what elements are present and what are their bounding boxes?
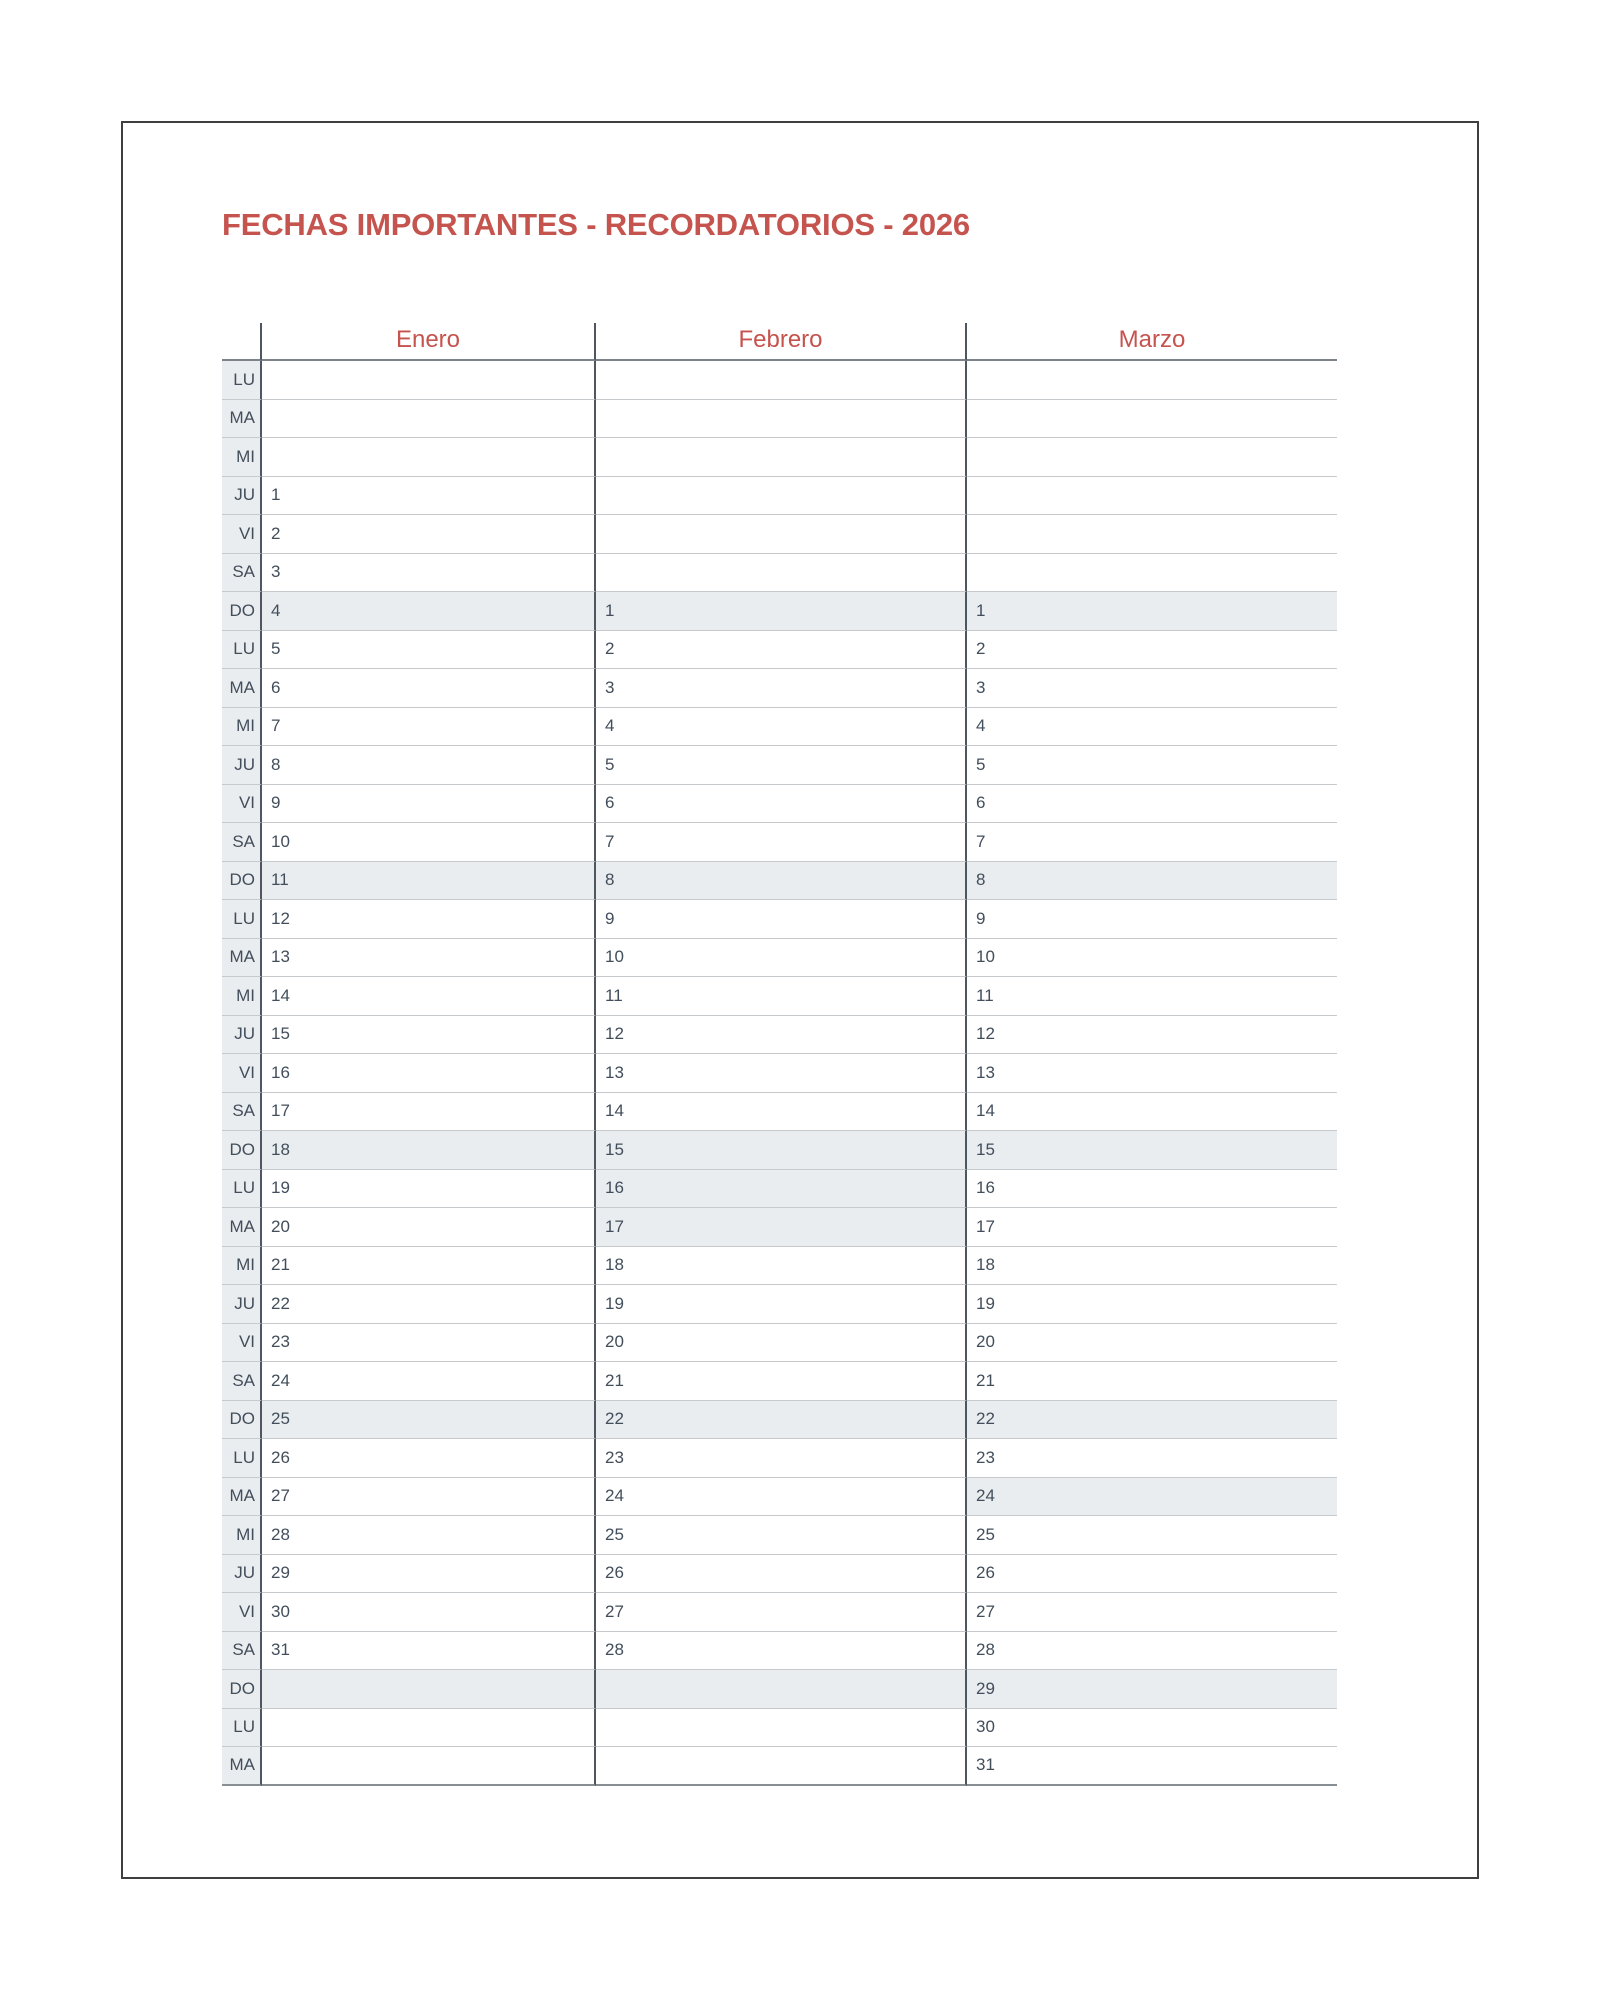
day-cell: 14	[967, 1093, 1337, 1132]
day-cell: 24	[596, 1478, 967, 1517]
day-of-week-label: LU	[222, 361, 262, 400]
day-cell: 9	[262, 785, 596, 824]
day-cell: 23	[262, 1324, 596, 1363]
day-cell: 21	[262, 1247, 596, 1286]
day-cell: 21	[967, 1362, 1337, 1401]
day-cell: 27	[967, 1593, 1337, 1632]
day-cell: 10	[596, 939, 967, 978]
day-cell: 30	[262, 1593, 596, 1632]
day-cell: 17	[262, 1093, 596, 1132]
day-cell	[262, 400, 596, 439]
day-of-week-label: JU	[222, 477, 262, 516]
day-of-week-label: JU	[222, 1285, 262, 1324]
day-cell: 8	[262, 746, 596, 785]
day-of-week-label: DO	[222, 592, 262, 631]
month-header-enero: Enero	[262, 323, 596, 361]
day-of-week-label: DO	[222, 862, 262, 901]
day-cell: 20	[262, 1208, 596, 1247]
day-cell: 15	[596, 1131, 967, 1170]
day-cell: 29	[967, 1670, 1337, 1709]
day-cell	[967, 554, 1337, 593]
day-of-week-label: LU	[222, 900, 262, 939]
day-cell: 22	[967, 1401, 1337, 1440]
day-cell: 18	[596, 1247, 967, 1286]
day-cell: 4	[262, 592, 596, 631]
calendar-table	[222, 323, 1337, 1786]
day-cell: 23	[596, 1439, 967, 1478]
day-cell: 12	[596, 1016, 967, 1055]
day-of-week-label: SA	[222, 1632, 262, 1671]
day-cell: 8	[967, 862, 1337, 901]
day-cell: 6	[967, 785, 1337, 824]
day-of-week-label: VI	[222, 1324, 262, 1363]
day-of-week-label: DO	[222, 1401, 262, 1440]
day-cell: 1	[596, 592, 967, 631]
day-of-week-label: LU	[222, 1709, 262, 1748]
day-of-week-label: DO	[222, 1670, 262, 1709]
day-cell: 23	[967, 1439, 1337, 1478]
day-cell: 27	[596, 1593, 967, 1632]
day-cell	[596, 438, 967, 477]
day-cell: 18	[967, 1247, 1337, 1286]
day-cell: 20	[596, 1324, 967, 1363]
day-cell: 11	[967, 977, 1337, 1016]
day-of-week-label: VI	[222, 1593, 262, 1632]
day-cell	[596, 1747, 967, 1786]
day-cell	[262, 1670, 596, 1709]
day-of-week-label: SA	[222, 1093, 262, 1132]
day-cell: 6	[596, 785, 967, 824]
day-cell: 22	[262, 1285, 596, 1324]
day-cell: 15	[967, 1131, 1337, 1170]
day-of-week-label: VI	[222, 785, 262, 824]
day-cell: 14	[596, 1093, 967, 1132]
day-of-week-label: SA	[222, 823, 262, 862]
day-cell: 16	[596, 1170, 967, 1209]
day-cell: 15	[262, 1016, 596, 1055]
day-cell: 3	[262, 554, 596, 593]
day-cell: 11	[262, 862, 596, 901]
day-cell: 4	[967, 708, 1337, 747]
day-cell: 7	[262, 708, 596, 747]
day-cell: 10	[967, 939, 1337, 978]
day-cell: 25	[596, 1516, 967, 1555]
day-cell: 4	[596, 708, 967, 747]
day-cell	[596, 515, 967, 554]
day-cell: 5	[596, 746, 967, 785]
day-cell: 20	[967, 1324, 1337, 1363]
day-cell: 26	[967, 1555, 1337, 1594]
day-of-week-label: JU	[222, 1555, 262, 1594]
day-of-week-label: MA	[222, 1208, 262, 1247]
day-cell	[262, 1709, 596, 1748]
day-cell	[596, 1670, 967, 1709]
day-cell: 21	[596, 1362, 967, 1401]
day-cell: 6	[262, 669, 596, 708]
day-cell	[262, 1747, 596, 1786]
day-cell: 13	[262, 939, 596, 978]
day-cell: 5	[967, 746, 1337, 785]
day-cell	[967, 438, 1337, 477]
day-cell: 13	[596, 1054, 967, 1093]
day-cell: 28	[967, 1632, 1337, 1671]
day-of-week-label: LU	[222, 1439, 262, 1478]
day-cell	[596, 400, 967, 439]
day-cell: 17	[596, 1208, 967, 1247]
day-cell: 19	[967, 1285, 1337, 1324]
day-of-week-label: JU	[222, 746, 262, 785]
day-cell	[967, 477, 1337, 516]
day-of-week-label: MI	[222, 708, 262, 747]
day-cell: 7	[967, 823, 1337, 862]
day-of-week-label: MA	[222, 939, 262, 978]
month-header-febrero: Febrero	[596, 323, 967, 361]
day-cell: 16	[967, 1170, 1337, 1209]
day-cell: 16	[262, 1054, 596, 1093]
day-cell: 12	[262, 900, 596, 939]
day-of-week-label: MI	[222, 977, 262, 1016]
day-cell: 31	[967, 1747, 1337, 1786]
day-cell: 29	[262, 1555, 596, 1594]
day-of-week-label: VI	[222, 515, 262, 554]
day-cell: 2	[967, 631, 1337, 670]
day-of-week-label: MI	[222, 438, 262, 477]
day-of-week-label: MI	[222, 1247, 262, 1286]
day-cell	[262, 438, 596, 477]
day-cell: 30	[967, 1709, 1337, 1748]
day-cell: 28	[596, 1632, 967, 1671]
day-of-week-label: MA	[222, 1747, 262, 1786]
day-cell: 26	[262, 1439, 596, 1478]
day-cell: 22	[596, 1401, 967, 1440]
day-cell: 14	[262, 977, 596, 1016]
day-cell: 31	[262, 1632, 596, 1671]
day-cell: 5	[262, 631, 596, 670]
planner-page	[121, 121, 1479, 1879]
day-cell: 28	[262, 1516, 596, 1555]
day-cell: 19	[262, 1170, 596, 1209]
day-cell: 1	[262, 477, 596, 516]
day-cell	[262, 361, 596, 400]
day-cell	[967, 515, 1337, 554]
day-cell: 13	[967, 1054, 1337, 1093]
header-corner-cell	[222, 323, 262, 361]
day-of-week-label: SA	[222, 1362, 262, 1401]
day-cell: 2	[262, 515, 596, 554]
day-cell	[596, 1709, 967, 1748]
day-cell	[596, 554, 967, 593]
day-cell: 19	[596, 1285, 967, 1324]
day-cell: 3	[596, 669, 967, 708]
day-of-week-label: MA	[222, 400, 262, 439]
day-cell: 2	[596, 631, 967, 670]
day-cell: 9	[967, 900, 1337, 939]
day-cell: 8	[596, 862, 967, 901]
day-cell	[967, 400, 1337, 439]
day-of-week-label: SA	[222, 554, 262, 593]
day-cell: 24	[967, 1478, 1337, 1517]
day-cell: 27	[262, 1478, 596, 1517]
day-cell: 25	[262, 1401, 596, 1440]
day-cell: 3	[967, 669, 1337, 708]
day-of-week-label: MA	[222, 1478, 262, 1517]
day-cell: 26	[596, 1555, 967, 1594]
day-cell: 11	[596, 977, 967, 1016]
day-of-week-label: LU	[222, 1170, 262, 1209]
day-cell: 1	[967, 592, 1337, 631]
day-cell: 9	[596, 900, 967, 939]
month-header-marzo: Marzo	[967, 323, 1337, 361]
day-cell: 25	[967, 1516, 1337, 1555]
day-of-week-label: LU	[222, 631, 262, 670]
day-cell	[596, 361, 967, 400]
day-cell: 17	[967, 1208, 1337, 1247]
day-cell	[596, 477, 967, 516]
page-title: FECHAS IMPORTANTES - RECORDATORIOS - 2026	[222, 207, 970, 242]
day-of-week-label: MI	[222, 1516, 262, 1555]
day-cell: 18	[262, 1131, 596, 1170]
day-cell	[967, 361, 1337, 400]
day-of-week-label: DO	[222, 1131, 262, 1170]
day-cell: 24	[262, 1362, 596, 1401]
day-cell: 10	[262, 823, 596, 862]
day-cell: 12	[967, 1016, 1337, 1055]
day-cell: 7	[596, 823, 967, 862]
day-of-week-label: VI	[222, 1054, 262, 1093]
day-of-week-label: MA	[222, 669, 262, 708]
day-of-week-label: JU	[222, 1016, 262, 1055]
